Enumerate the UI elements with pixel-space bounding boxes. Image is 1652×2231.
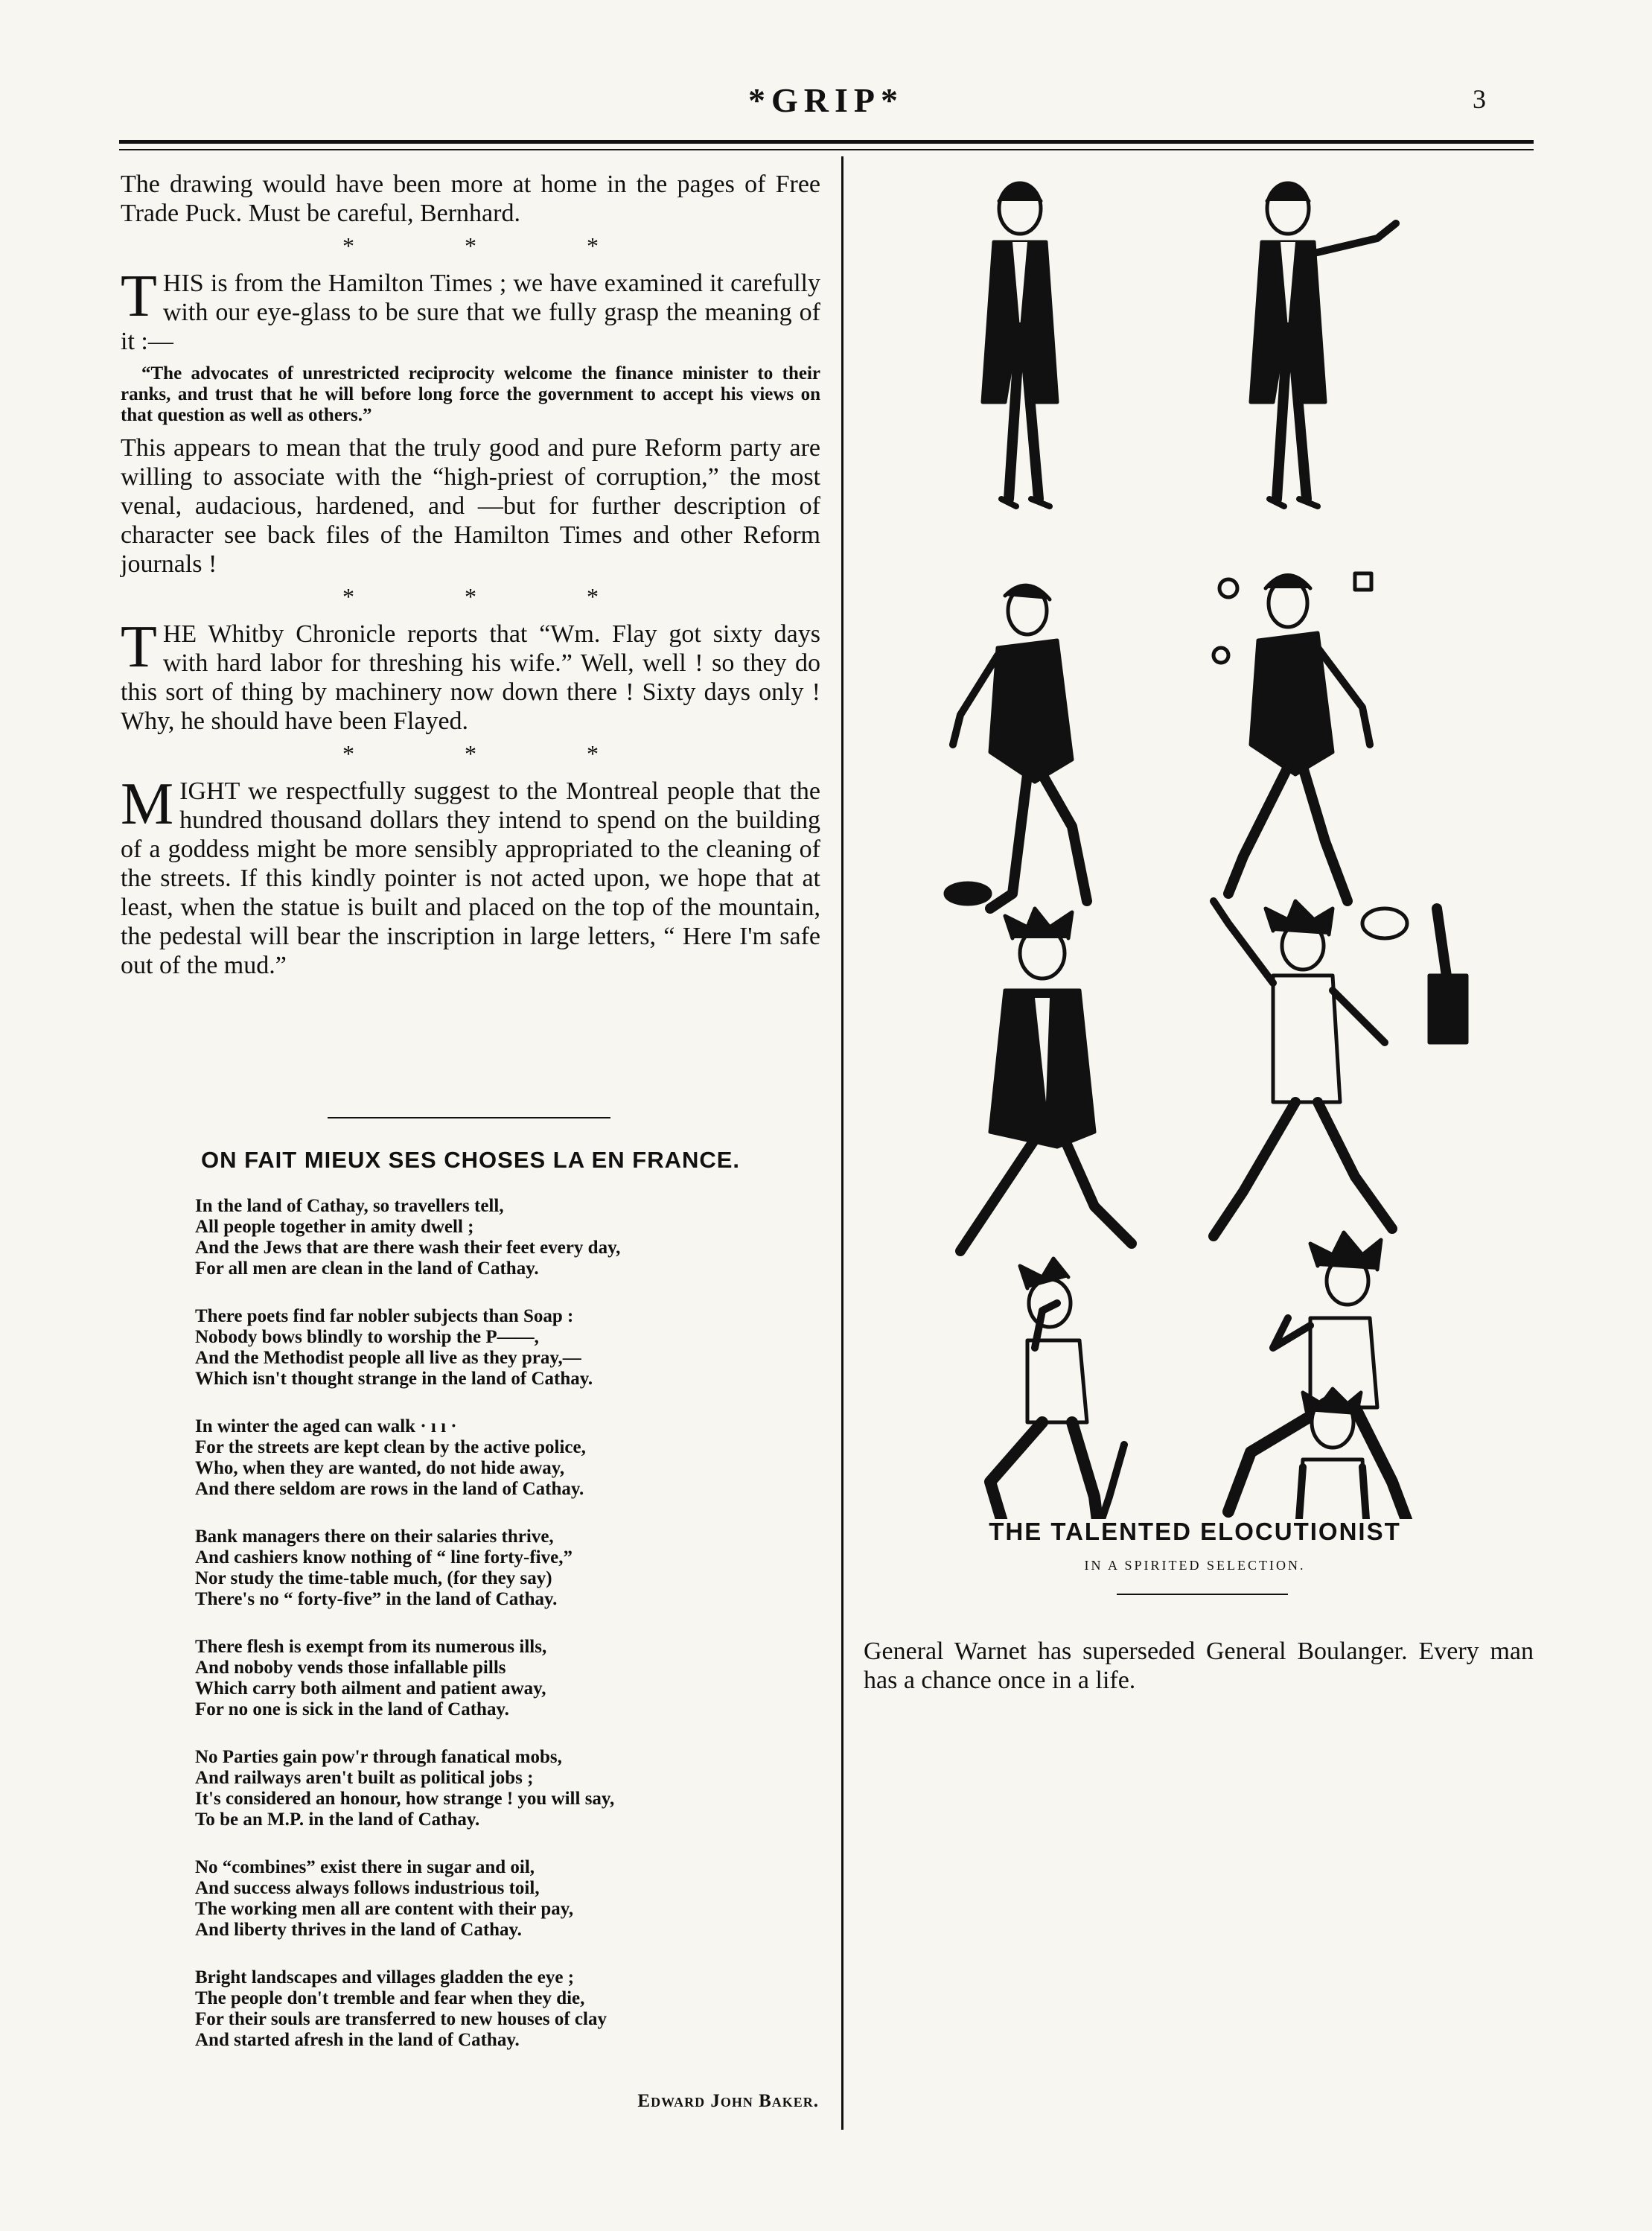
figure-standing-1 xyxy=(983,183,1057,506)
item-montreal xyxy=(121,771,820,980)
block-quote: “The advocates of unrestricted reciprocity welcome the finance minister to their ranks, and trust that he will before long force the government to accept his views on that question as well as others.” xyxy=(121,363,820,425)
poem-line: There poets find far nobler subjects than Soap : xyxy=(195,1306,574,1326)
poem-line: Which carry both ailment and patient away, xyxy=(195,1678,546,1699)
item-hamilton-times xyxy=(121,264,820,356)
illustration-subcaption: IN A SPIRITED SELECTION. xyxy=(1084,1558,1306,1573)
poem-stanza xyxy=(195,1527,820,1610)
item-text: HIS is from the Hamilton Times ; we have examined it carefully with our eye-glass to be sure that we fully grasp the meaning of it :— xyxy=(121,270,820,355)
poem-line: To be an M.P. in the land of Cathay. xyxy=(195,1810,480,1830)
poem-line: For their souls are transferred to new houses of clay xyxy=(195,2009,607,2029)
item-text: HE Whitby Chronicle reports that “Wm. Flay got sixty days with hard labor for threshing his wife.” Well, well ! so they do this sort of thing by machinery now down there ! Sixty days only ! Why, he should have been Flayed. xyxy=(121,620,820,735)
section-separator: * * * xyxy=(342,583,651,610)
poem-stanza xyxy=(195,1747,820,1830)
poem-line: And liberty thrives in the land of Cathay. xyxy=(195,1920,522,1940)
header-rule-thin xyxy=(119,149,1534,150)
item-text: IGHT we respectfully suggest to the Montreal people that the hundred thousand dollars they intend to spend on the building of a goddess might be more sensibly appropriated to the cleaning of the streets. If this kindly pointer is not acted upon, we hope that at least, when the statue is built and placed on the top of the mountain, the pedestal will bear the inscription in large letters, “ Here I'm safe out of the mud.” xyxy=(121,777,820,979)
poem-stanza xyxy=(195,1416,820,1500)
poem-line: No Parties gain pow'r through fanatical mobs, xyxy=(195,1747,562,1767)
poem-line: And started afresh in the land of Cathay. xyxy=(195,2030,520,2050)
poem-line: All people together in amity dwell ; xyxy=(195,1217,474,1237)
section-divider xyxy=(328,1117,610,1118)
poem-line: The working men all are content with their pay, xyxy=(195,1899,574,1919)
figure-staggering-1 xyxy=(945,585,1087,908)
poem-line: There's no “ forty-five” in the land of Cathay. xyxy=(195,1589,558,1609)
figure-final-standing xyxy=(1295,1389,1370,1519)
drop-cap: M xyxy=(121,771,174,837)
drop-cap: T xyxy=(121,264,157,329)
figure-crouching-1 xyxy=(990,1258,1102,1519)
poem-line: And railways aren't built as political jobs ; xyxy=(195,1768,534,1788)
masthead-title: *GRIP* xyxy=(748,81,904,119)
figure-kneeling xyxy=(945,1445,1139,1519)
poem-line: And there seldom are rows in the land of Cathay. xyxy=(195,1479,584,1499)
general-warnet-paragraph: General Warnet has superseded General Boulanger. Every man has a chance once in a life. xyxy=(864,1638,1534,1694)
item-comment: This appears to mean that the truly good and pure Reform party are willing to associate with the “high-priest of corruption,” the most venal, audacious, hardened, and —but for further description of character see back files of the Hamilton Times and other Reform journals ! xyxy=(121,434,820,578)
poem-stanza xyxy=(195,1857,820,1941)
poem-line: For no one is sick in the land of Cathay. xyxy=(195,1699,509,1719)
poem-line: And noboby vends those infallable pills xyxy=(195,1658,506,1678)
poem-line: And the Jews that are there wash their feet every day, xyxy=(195,1238,621,1258)
poem-line: Who, when they are wanted, do not hide away, xyxy=(195,1458,565,1478)
poem-line: No “combines” exist there in sugar and oil, xyxy=(195,1857,535,1877)
figure-dishevelled-1 xyxy=(960,908,1132,1251)
poem-line: For the streets are kept clean by the active police, xyxy=(195,1437,586,1457)
poem-line: For all men are clean in the land of Cathay. xyxy=(195,1258,539,1279)
caption-divider xyxy=(1117,1594,1288,1595)
poem-line: And success always follows industrious toil, xyxy=(195,1878,540,1898)
figure-staggering-2 xyxy=(1214,573,1371,901)
poem-line: And cashiers know nothing of “ line forty-five,” xyxy=(195,1547,573,1568)
poem-line: Nobody bows blindly to worship the P——, xyxy=(195,1327,539,1347)
poem-line: Which isn't thought strange in the land of Cathay. xyxy=(195,1369,593,1389)
poem-stanza xyxy=(195,1196,820,1279)
item-whitby-chronicle xyxy=(121,614,820,736)
section-separator: * * * xyxy=(342,740,651,767)
poem-stanza xyxy=(195,1306,820,1390)
intro-paragraph: The drawing would have been more at home in the pages of Free Trade Puck. Must be careful, Bernhard. xyxy=(121,171,820,227)
elocutionist-illustration xyxy=(856,164,1534,1519)
poem-line: In winter the aged can walk · ı ı · xyxy=(195,1416,457,1436)
poem-line: Nor study the time-table much, (for they say) xyxy=(195,1568,552,1588)
page-number: 3 xyxy=(1473,84,1486,114)
figure-dishevelled-2 xyxy=(1214,901,1467,1236)
illustration-caption: THE TALENTED ELOCUTIONIST xyxy=(989,1518,1401,1545)
drop-cap: T xyxy=(121,614,157,680)
poem-line: And the Methodist people all live as they pray,— xyxy=(195,1348,581,1368)
column-divider xyxy=(841,156,843,2130)
header-rule xyxy=(119,140,1534,144)
poem-stanza xyxy=(195,1637,820,1720)
poem-line: In the land of Cathay, so travellers tell, xyxy=(195,1196,504,1216)
poem-stanza xyxy=(195,1967,820,2051)
left-column xyxy=(121,170,820,980)
poem-author: Edward John Baker. xyxy=(637,2091,819,2111)
poem-line: It's considered an honour, how strange ! you will say, xyxy=(195,1789,615,1809)
section-separator: * * * xyxy=(342,232,651,259)
poem-body xyxy=(195,1196,820,2078)
figure-standing-2 xyxy=(1251,183,1396,506)
poem-line: Bank managers there on their salaries thrive, xyxy=(195,1527,554,1547)
poem-line: Bright landscapes and villages gladden the eye ; xyxy=(195,1967,575,1987)
poem-line: There flesh is exempt from its numerous ills, xyxy=(195,1637,547,1657)
poem-title: ON FAIT MIEUX SES CHOSES LA EN FRANCE. xyxy=(200,1147,741,1173)
poem-line: The people don't tremble and fear when they die, xyxy=(195,1988,585,2008)
